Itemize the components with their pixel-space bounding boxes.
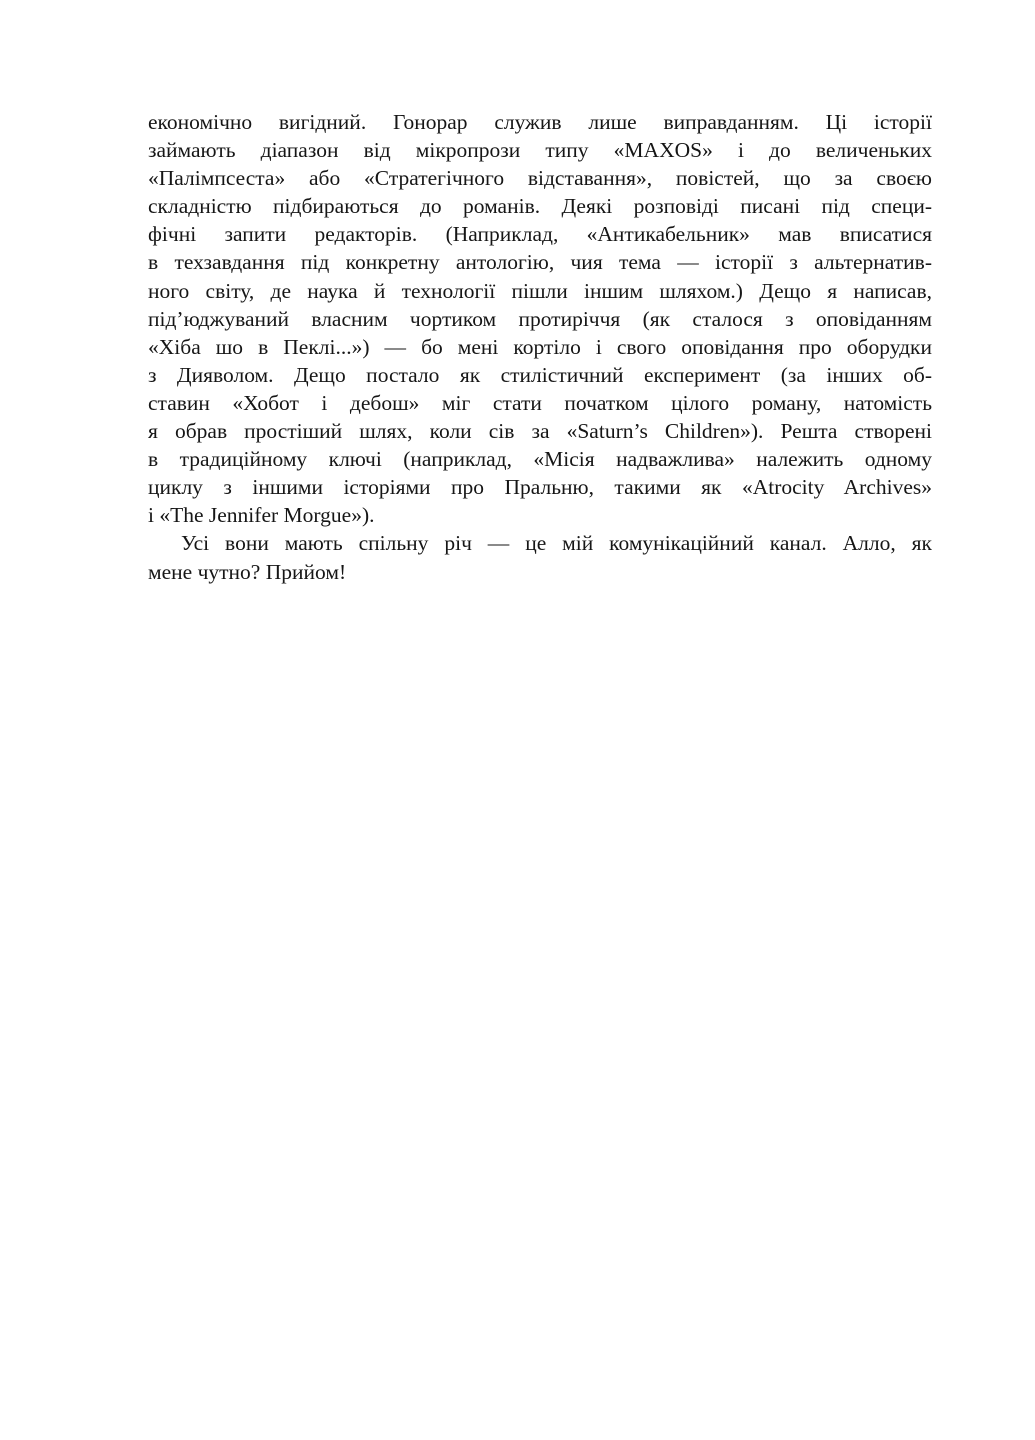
text-line: мене чутно? Прийом! (148, 559, 347, 584)
text-line: економічно вигідний. Гонорар служив лише виправданням. Ці історії (148, 110, 932, 134)
text-line: і «The Jennifer Morgue»). (148, 503, 375, 528)
text-line: «Хіба шо в Пеклі...») — бо мені кортіло і свого оповідання про оборудки (148, 334, 932, 359)
text-line: циклу з іншими історіями про Пральню, такими як «Atrocity Archives» (148, 475, 932, 500)
text-line: ного світу, де наука й технології пішли іншим шляхом.) Дещо я написав, (148, 278, 932, 303)
paragraph (148, 529, 932, 585)
text-line: Усі вони мають спільну річ — це мій комунікаційний канал. Алло, як (181, 531, 932, 556)
text-line: ставин «Хобот і дебош» міг стати початком цілого роману, натомість (148, 390, 932, 415)
text-line: я обрав простіший шлях, коли сів за «Saturn’s Children»). Решта створені (148, 419, 932, 444)
text-line: «Палімпсеста» або «Стратегічного відставання», повістей, що за своєю (148, 166, 932, 191)
text-line: під’юджуваний власним чортиком протиріччя (як сталося з оповіданням (148, 306, 932, 331)
page-text-block (148, 108, 932, 586)
paragraph (148, 108, 932, 529)
text-line: фічні запити редакторів. (Наприклад, «Антикабельник» мав вписатися (148, 222, 932, 247)
text-line: в традиційному ключі (наприклад, «Місія надважлива» належить одному (148, 447, 932, 472)
text-line: складністю підбираються до романів. Деякі розповіді писані під специ- (148, 194, 932, 219)
text-line: в техзавдання під конкретну антологію, чия тема — історії з альтернатив- (148, 250, 932, 275)
text-line: займають діапазон від мікропрози типу «MAXOS» і до величеньких (148, 138, 932, 163)
text-line: з Дияволом. Дещо постало як стилістичний експеримент (за інших об- (148, 362, 932, 387)
